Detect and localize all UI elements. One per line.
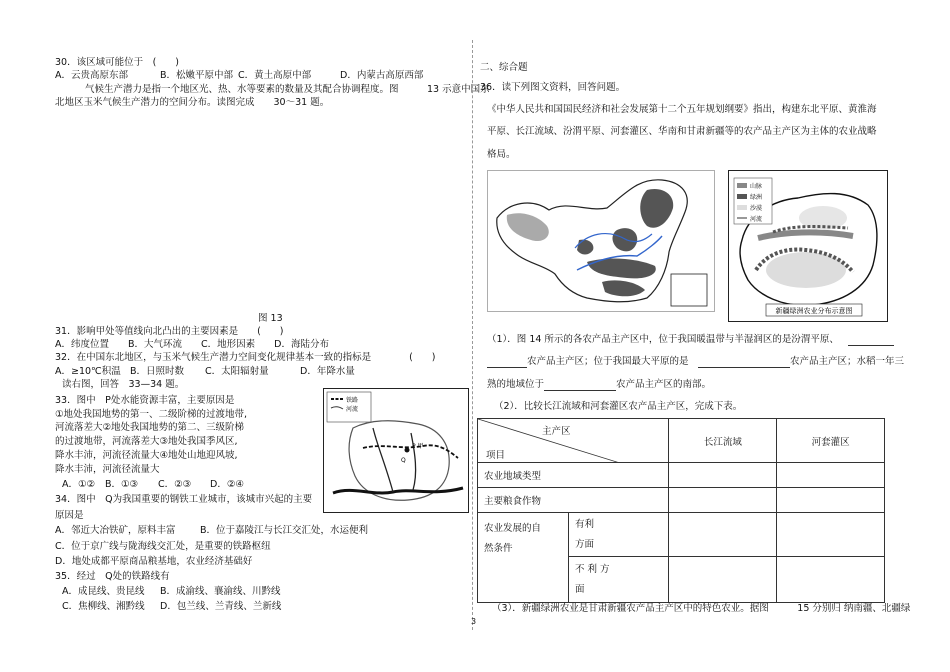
cell-hetao-agri-type[interactable]	[777, 463, 885, 488]
xinjiang-oasis-map	[728, 170, 888, 322]
q34-option-c: C．位于京广线与陇海线交汇处，是重要的铁路枢纽	[55, 541, 271, 552]
unfavorable-text-2: 面	[575, 583, 585, 595]
unfavorable-text-1: 不 利 方	[575, 563, 610, 575]
q34-stem-2: 原因是	[55, 510, 84, 521]
q36-1-line-2	[487, 356, 904, 368]
q30-option-b: B．松嫩平原中部	[160, 70, 234, 81]
q35-stem: 35．经过 Q处的铁路线有	[55, 571, 170, 582]
favorable-text-2: 方面	[575, 538, 595, 550]
q36-1-line-1: （1）．图 14 所示的各农产品主产区中，位于我国暖温带与半湿润区的是汾渭平原、	[487, 334, 839, 345]
q35-option-d: D．包兰线、兰青线、兰新线	[160, 601, 282, 612]
q31-stem: 31．影响甲处等值线向北凸出的主要因素是 ( )	[55, 326, 284, 337]
q33-line-3: 的过渡地带，河流落差大③地处我国季风区,	[55, 436, 238, 447]
cell-hetao-favorable[interactable]	[777, 513, 885, 557]
q36-1-text-a: 农产品主产区；位于我国最大平原的是	[527, 356, 689, 367]
passage-line-1: 《中华人民共和国国民经济和社会发展第十二个五年规划纲要》指出，构建东北平原、黄淮海	[487, 104, 877, 115]
label-q: Q	[401, 457, 406, 464]
q36-1-text-b: 农产品主产区；水稻一年三	[790, 356, 905, 367]
q35-option-c: C．焦柳线、湘黔线	[62, 601, 145, 612]
q36-1-text-c: 熟的地域位于	[487, 379, 545, 390]
section-heading: 二、综合题	[480, 62, 528, 73]
table-header-corner	[478, 419, 669, 463]
legend-river: 河流	[346, 406, 359, 413]
mountain-legend-symbol	[737, 183, 747, 188]
answer-blank-2[interactable]	[487, 357, 527, 368]
q36-3-stem: （3）．新疆绿洲农业是甘肃新疆农产品主产区中的特色农业。据图 15 分别归 纳南疆、北疆绿	[492, 603, 911, 614]
answer-blank-4[interactable]	[544, 380, 616, 391]
column-divider	[472, 40, 473, 630]
header-yangtze: 长江流域	[669, 419, 777, 463]
q33-option-a: A．①②	[62, 479, 96, 490]
q33-option-d: D．②④	[210, 479, 244, 490]
q33-line-2: 河流落差大②地处我国地势的第二、三级阶梯	[55, 422, 245, 433]
legend-railway: 铁路	[346, 397, 359, 404]
q33-stem: 33．图中 P处水能资源丰富，主要原因是	[55, 395, 235, 406]
q33-option-b: B．①③	[105, 479, 139, 490]
cell-yangtze-grain[interactable]	[669, 488, 777, 513]
row-agri-type-label: 农业地域类型	[478, 463, 669, 488]
q34-option-a: A．邻近大冶铁矿，原料丰富	[55, 525, 176, 536]
figure-13-caption: 图 13	[258, 313, 283, 324]
china-agri-zones-map	[487, 170, 715, 312]
desert-legend-symbol	[737, 205, 747, 210]
legend-river: 河流	[750, 216, 763, 223]
row-favorable-label	[569, 513, 669, 557]
q32-option-d: D．年降水量	[300, 366, 355, 377]
q33-line-1: ①地处我国地势的第一、二级阶梯的过渡地带,	[55, 409, 248, 420]
q33-line-4: 降水丰沛，河流径流量大④地处山地迎风坡,	[55, 450, 238, 461]
q33-line-5: 降水丰沛，河流径流量大	[55, 464, 160, 475]
passage-line-3: 格局。	[487, 149, 516, 160]
legend-mountain: 山脉	[750, 183, 763, 190]
q36-2-stem: （2）．比较长江流域和河套灌区农产品主产区，完成下表。	[494, 401, 743, 412]
sichuan-region-map	[323, 388, 469, 513]
q33-option-c: C．②③	[158, 479, 192, 490]
natural-conditions-text-1: 农业发展的自	[484, 523, 542, 534]
favorable-text-1: 有利	[575, 518, 595, 530]
q32-option-b: B．日照时数	[130, 366, 185, 377]
q32-option-c: C．太阳辐射量	[205, 366, 269, 377]
q30-option-c: C．黄土高原中部	[238, 70, 312, 81]
q32-stem: 32．在中国东北地区，与玉米气候生产潜力空间变化规律基本一致的指标是 ( )	[55, 352, 436, 363]
q36-stem: 36．读下列图文资料，回答问题。	[480, 82, 626, 93]
row-grain-label: 主要粮食作物	[478, 488, 669, 513]
cell-hetao-grain[interactable]	[777, 488, 885, 513]
cell-yangtze-favorable[interactable]	[669, 513, 777, 557]
q30-option-d: D．内蒙古高原西部	[340, 70, 424, 81]
oasis-legend-symbol	[737, 194, 747, 199]
q30-option-a: A．云贵高原东部	[55, 70, 128, 81]
q34-option-b: B．位于嘉陵江与长江交汇处，水运便利	[200, 525, 369, 536]
row-natural-conditions-label	[478, 513, 569, 603]
q31-options: A．纬度位置 B．大气环流 C．地形因素 D．海陆分布	[55, 339, 329, 350]
q32-option-a: A．≥10℃积温	[55, 366, 121, 377]
page-number: 3	[471, 617, 477, 626]
xinjiang-map-title: 新疆绿洲农业分布示意图	[775, 307, 853, 315]
natural-conditions-text-2: 然条件	[484, 543, 513, 554]
q30-stem: 30．该区域可能位于 ( )	[55, 57, 180, 68]
q35-option-a: A．成昆线、贵昆线	[62, 586, 145, 597]
cell-hetao-unfavorable[interactable]	[777, 557, 885, 603]
q34-stem: 34．图中 Q为我国重要的钢铁工业城市，该城市兴起的主要	[55, 494, 313, 505]
intro-line-2: 北地区玉米气候生产潜力的空间分布。读图完成 30～31 题。	[55, 97, 330, 108]
answer-blank-1[interactable]	[848, 335, 894, 346]
q34-option-d: D．地处成都平原商品粮基地，农业经济基础好	[55, 556, 253, 567]
intro-line-1: 气候生产潜力是指一个地区光、热、水等要素的数量及其配合协调程度。图 13 示意中国东	[85, 84, 490, 95]
read-map-instruction: 读右图，回答 33—34 题。	[62, 379, 185, 390]
row-unfavorable-label	[569, 557, 669, 603]
city-q-marker	[405, 448, 410, 453]
comparison-table	[477, 418, 885, 603]
header-item-label: 项目	[486, 450, 506, 461]
answer-blank-3[interactable]	[698, 357, 790, 368]
q35-option-b: B．成渝线、襄渝线、川黔线	[160, 586, 281, 597]
passage-line-2: 平原、长江流域、汾渭平原、河套灌区、华南和甘肃新疆等的农产品主产区为主体的农业战略	[487, 126, 877, 137]
cell-yangtze-agri-type[interactable]	[669, 463, 777, 488]
legend-desert: 沙漠	[750, 205, 763, 212]
header-hetao: 河套灌区	[777, 419, 885, 463]
cell-yangtze-unfavorable[interactable]	[669, 557, 777, 603]
header-region-label: 主产区	[542, 426, 571, 437]
q36-1-text-d: 农产品主产区的南部。	[616, 379, 712, 390]
legend-oasis: 绿洲	[750, 194, 763, 201]
south-sea-inset	[671, 274, 707, 306]
label-p: P 甲	[412, 443, 424, 450]
q36-1-line-3	[487, 379, 711, 391]
